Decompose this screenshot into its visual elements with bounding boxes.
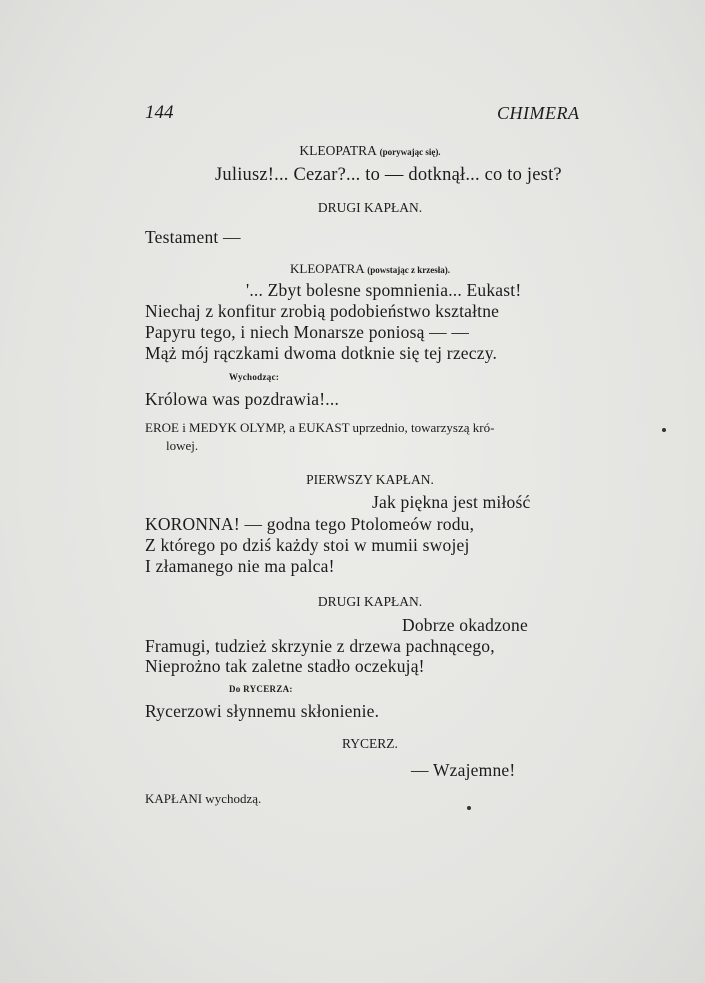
verse-line: Nieprożno tak zaletne stadło oczekują! — [145, 656, 425, 676]
scan-speck — [662, 428, 666, 432]
stage-direction: KAPŁANI wychodzą. — [145, 791, 262, 806]
speaker-heading: RYCERZ. — [342, 736, 398, 751]
verse-line: Mąż mój rączkami dwoma dotknie się tej rzeczy. — [145, 343, 498, 363]
verse-line: '... Zbyt bolesne spomnienia... Eukast! — [246, 280, 522, 300]
verse-line: I złamanego nie ma palca! — [145, 556, 335, 576]
speaker-name: KLEOPATRA — [299, 143, 377, 158]
speaker-heading — [0, 262, 705, 275]
stage-direction: EROE i MEDYK OLYMP, a EUKAST uprzednio, towarzyszą kró- — [145, 420, 495, 435]
scan-speck — [467, 806, 471, 810]
speaker-name: KLEOPATRA — [290, 261, 364, 276]
stage-direction: lowej. — [166, 438, 199, 453]
verse-line: Framugi, tudzież skrzynie z drzewa pachnącego, — [145, 636, 495, 656]
verse-line: — Wzajemne! — [411, 760, 516, 780]
stage-direction: (porywając się). — [379, 147, 441, 157]
speaker-heading: PIERWSZY KAPŁAN. — [306, 472, 434, 487]
verse-line: Rycerzowi słynnemu skłonienie. — [145, 701, 380, 721]
verse-line: KORONNA! — godna tego Ptolomeów rodu, — [145, 514, 475, 534]
verse-line: Z którego po dziś każdy stoi w mumii swojej — [145, 535, 470, 555]
page-number: 144 — [145, 102, 174, 123]
verse-line: Jak piękna jest miłość — [372, 492, 531, 512]
speaker-heading: DRUGI KAPŁAN. — [317, 200, 423, 215]
speaker-heading: DRUGI KAPŁAN. — [317, 594, 423, 609]
verse-line: Papyru tego, i niech Monarsze poniosą — — — [145, 322, 470, 342]
verse-line: Testament — — [145, 227, 241, 247]
stage-direction: (powstając z krzesła). — [367, 265, 450, 275]
stage-direction: Do RYCERZA: — [229, 684, 293, 694]
running-title: CHIMERA — [497, 103, 580, 123]
speaker-heading — [0, 144, 705, 158]
verse-line: Juliusz!... Cezar?... to — dotknął... co to jest? — [215, 165, 562, 185]
verse-line: Dobrze okadzone — [402, 615, 528, 635]
stage-direction: Wychodząc: — [229, 372, 280, 382]
verse-line: Niechaj z konfitur zrobią podobieństwo kształtne — [145, 301, 500, 321]
verse-line: Królowa was pozdrawia!... — [145, 389, 340, 409]
